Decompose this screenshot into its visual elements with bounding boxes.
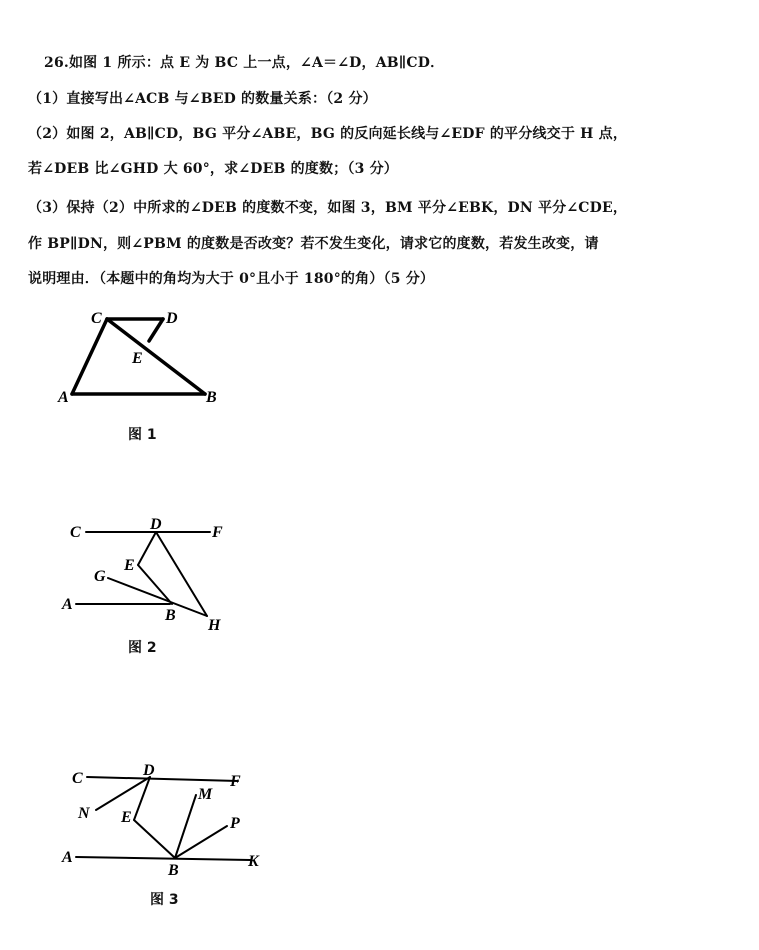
fig3-label-n: N [78,805,90,822]
fig3-label-e: E [121,809,132,826]
fig2-label-b: B [165,607,176,624]
fig2-label-d: D [150,516,162,533]
segment-ca [72,319,107,394]
line-ak [76,857,250,860]
figure-1-caption: 图 1 [128,427,157,443]
figure-3-caption: 图 3 [150,892,179,908]
fig3-label-b: B [168,862,179,879]
ray-dn [96,777,150,810]
fig1-label-e: E [132,350,143,367]
fig1-label-d: D [166,310,178,327]
fig1-label-a: A [58,389,69,406]
fig3-label-a: A [62,849,73,866]
fig1-label-c: C [91,310,102,327]
fig2-label-a: A [62,596,73,613]
fig3-label-d: D [143,762,155,779]
fig2-label-f: F [212,524,223,541]
segment-de [134,777,150,820]
fig3-label-p: P [230,815,240,832]
fig3-label-f: F [230,773,241,790]
problem-part-2: （2）如图 2，AB∥CD，BG 平分∠ABE，BG 的反向延长线与∠EDF 的平分线交于 H 点， [28,126,628,142]
fig3-label-k: K [248,853,259,870]
ray-bp [175,826,227,858]
fig3-label-m: M [198,786,213,803]
problem-part-3-cont: 作 BP∥DN，则∠PBM 的度数是否改变？若不发生变化，请求它的度数，若发生改变，请 [28,236,599,252]
problem-part-3-note: 说明理由．（本题中的角均为大于 0°且小于 180°的角）（5 分） [28,271,435,287]
fig1-label-b: B [206,389,217,406]
fig3-label-c: C [72,770,83,787]
problem-part-2-cont: 若∠DEB 比∠GHD 大 60°，求∠DEB 的度数；（3 分） [28,161,398,177]
fig2-label-c: C [70,524,81,541]
fig2-label-h: H [208,617,221,634]
problem-part-3: （3）保持（2）中所求的∠DEB 的度数不变，如图 3，BM 平分∠EBK，DN 平分∠CDE， [28,200,628,216]
line-gh [108,578,207,616]
problem-part-1: （1）直接写出∠ACB 与∠BED 的数量关系：（2 分） [28,91,377,107]
problem-line-1: 26.如图 1 所示：点 E 为 BC 上一点，∠A＝∠D，AB∥CD． [44,55,445,71]
segment-de [138,532,156,565]
line-cf [87,777,238,781]
fig2-label-e: E [124,557,135,574]
segment-eb [134,820,175,858]
figure-2-caption: 图 2 [128,640,157,656]
segment-de [149,319,163,341]
fig2-label-g: G [94,568,106,585]
ray-bm [175,795,196,858]
segment-eb [138,565,172,604]
figure-3-diagram [76,777,250,860]
